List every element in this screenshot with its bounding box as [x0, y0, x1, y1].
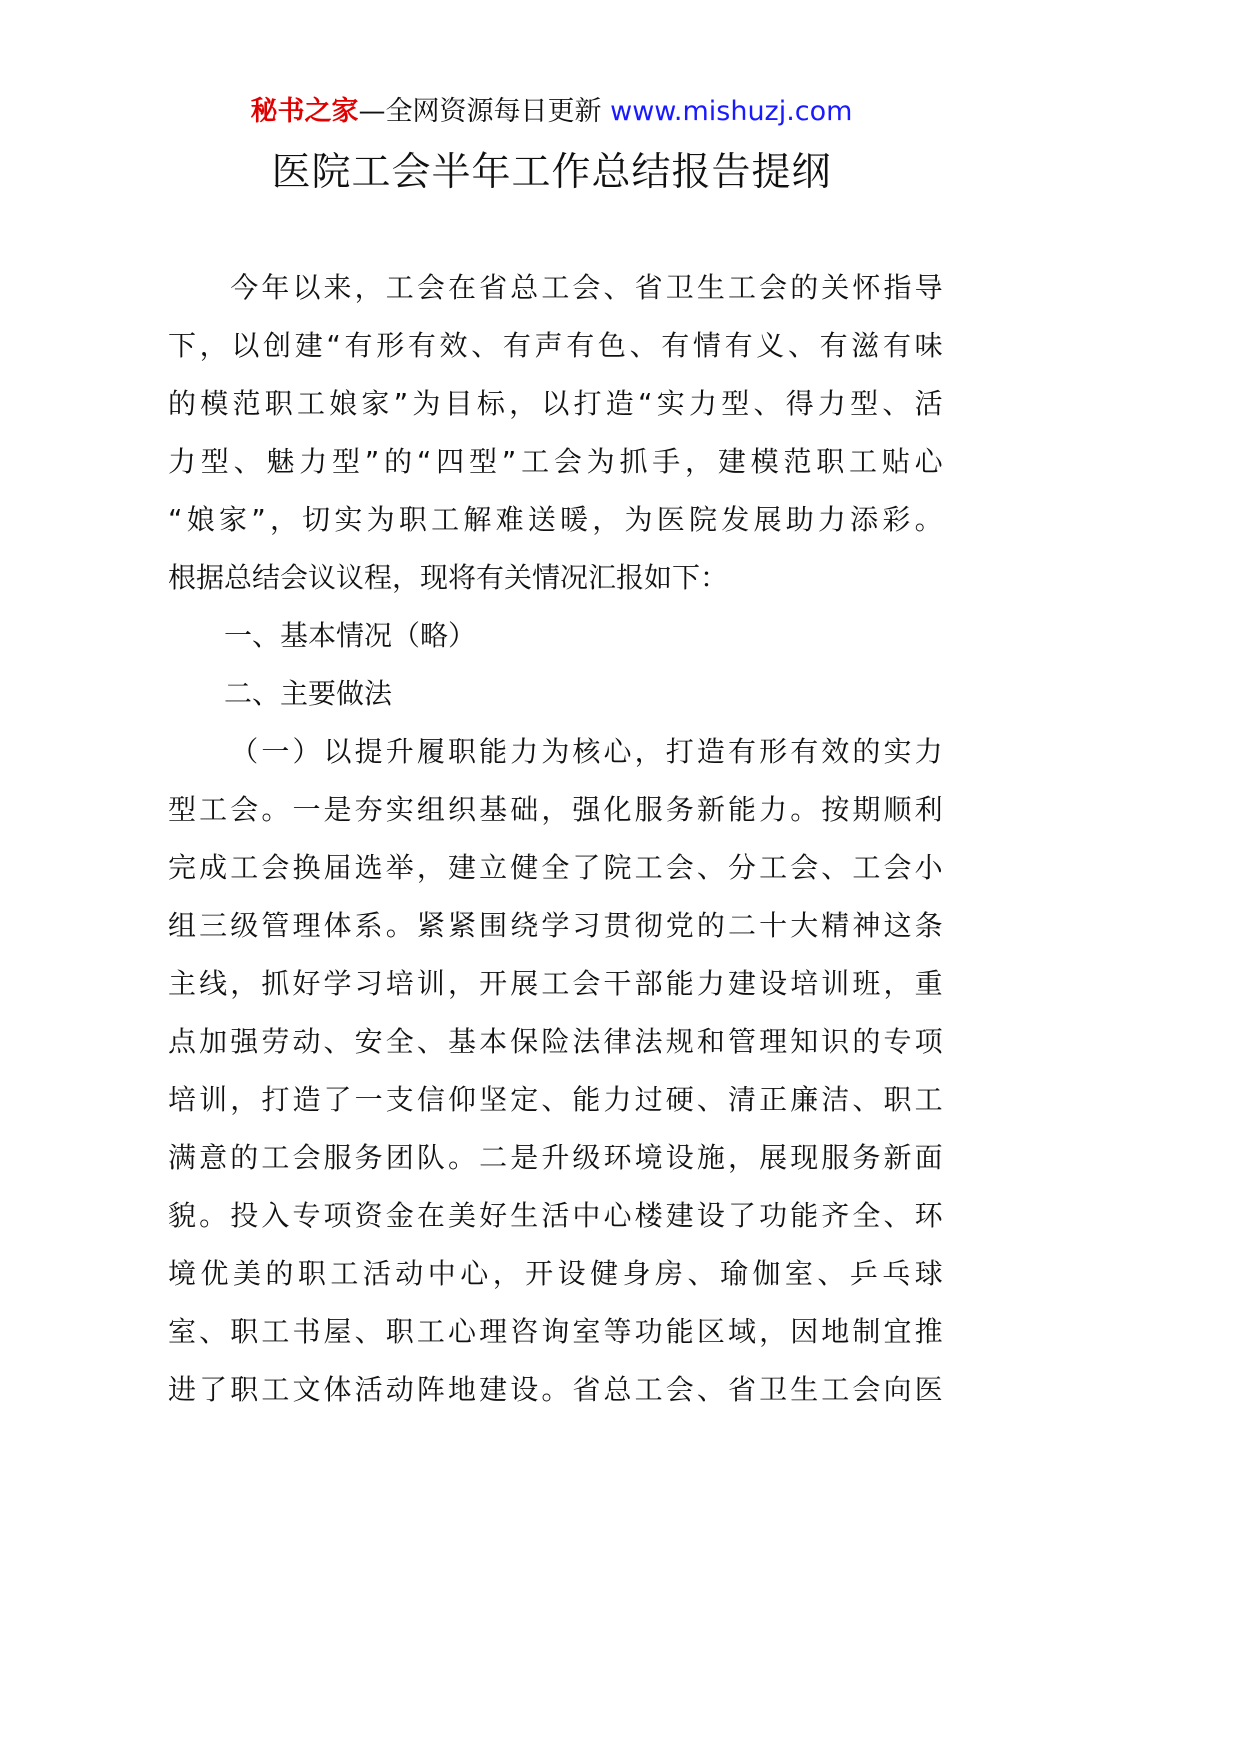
body-line: 进 了 职 工 文 体 活 动 阵 地 建 设 。 省 总 工 会 、 省 卫 生 工 会 向 医 [168, 1373, 943, 1406]
site-tagline: —全网资源每日更新 [358, 96, 602, 127]
body-line: 貌 。 投 入 专 项 资 金 在 美 好 生 活 中 心 楼 建 设 了 功 能 齐 全 、 环 [168, 1199, 943, 1232]
site-watermark-header [0, 92, 1103, 132]
body-line: 满 意 的 工 会 服 务 团 队 。 二 是 升 级 环 境 设 施 ， 展 现 服 务 新 面 [168, 1141, 943, 1174]
body-line: 主 线 ， 抓 好 学 习 培 训 ， 开 展 工 会 干 部 能 力 建 设 培 训 班 ， 重 [168, 967, 943, 1000]
body-line: “ 娘 家 ” ， 切 实 为 职 工 解 难 送 暖 ， 为 医 院 发 展 助 力 添 彩 。 [168, 503, 943, 536]
body-line: 力 型 、 魅 力 型 ” 的 “ 四 型 ” 工 会 为 抓 手 ， 建 模 范 职 工 贴 心 [168, 445, 943, 478]
site-url: www.mishuzj.com [610, 96, 853, 127]
body-line: 今 年 以 来 ， 工 会 在 省 总 工 会 、 省 卫 生 工 会 的 关 怀 指 导 [230, 271, 943, 304]
body-line: （ 一 ） 以 提 升 履 职 能 力 为 核 心 ， 打 造 有 形 有 效 的 实 力 [230, 735, 943, 768]
body-line: 型 工 会 。 一 是 夯 实 组 织 基 础 ， 强 化 服 务 新 能 力 。 按 期 顺 利 [168, 793, 943, 826]
body-line: 室 、 职 工 书 屋 、 职 工 心 理 咨 询 室 等 功 能 区 域 ， 因 地 制 宜 推 [168, 1315, 943, 1348]
section-heading: 二、主要做法 [168, 677, 393, 710]
section-heading: 一、基本情况（略） [168, 619, 477, 652]
body-line: 的 模 范 职 工 娘 家 ” 为 目 标 ， 以 打 造 “ 实 力 型 、 得 力 型 、 活 [168, 387, 943, 420]
site-brand: 秘书之家 [250, 96, 359, 127]
body-line: 组 三 级 管 理 体 系 。 紧 紧 围 绕 学 习 贯 彻 党 的 二 十 大 精 神 这 条 [168, 909, 943, 942]
body-line: 培 训 ， 打 造 了 一 支 信 仰 坚 定 、 能 力 过 硬 、 清 正 廉 洁 、 职 工 [168, 1083, 943, 1116]
document-title: 医院工会半年工作总结报告提纲 [271, 150, 832, 195]
body-line: 境 优 美 的 职 工 活 动 中 心 ， 开 设 健 身 房 、 瑜 伽 室 、 乒 乓 球 [168, 1257, 943, 1290]
body-line: 完 成 工 会 换 届 选 举 ， 建 立 健 全 了 院 工 会 、 分 工 会 、 工 会 小 [168, 851, 943, 884]
body-line: 下 ， 以 创 建 “ 有 形 有 效 、 有 声 有 色 、 有 情 有 义 、 有 滋 有 味 [168, 329, 943, 362]
body-line: 点 加 强 劳 动 、 安 全 、 基 本 保 险 法 律 法 规 和 管 理 知 识 的 专 项 [168, 1025, 943, 1058]
body-line: 根据总结会议议程，现将有关情况汇报如下： [168, 561, 729, 594]
